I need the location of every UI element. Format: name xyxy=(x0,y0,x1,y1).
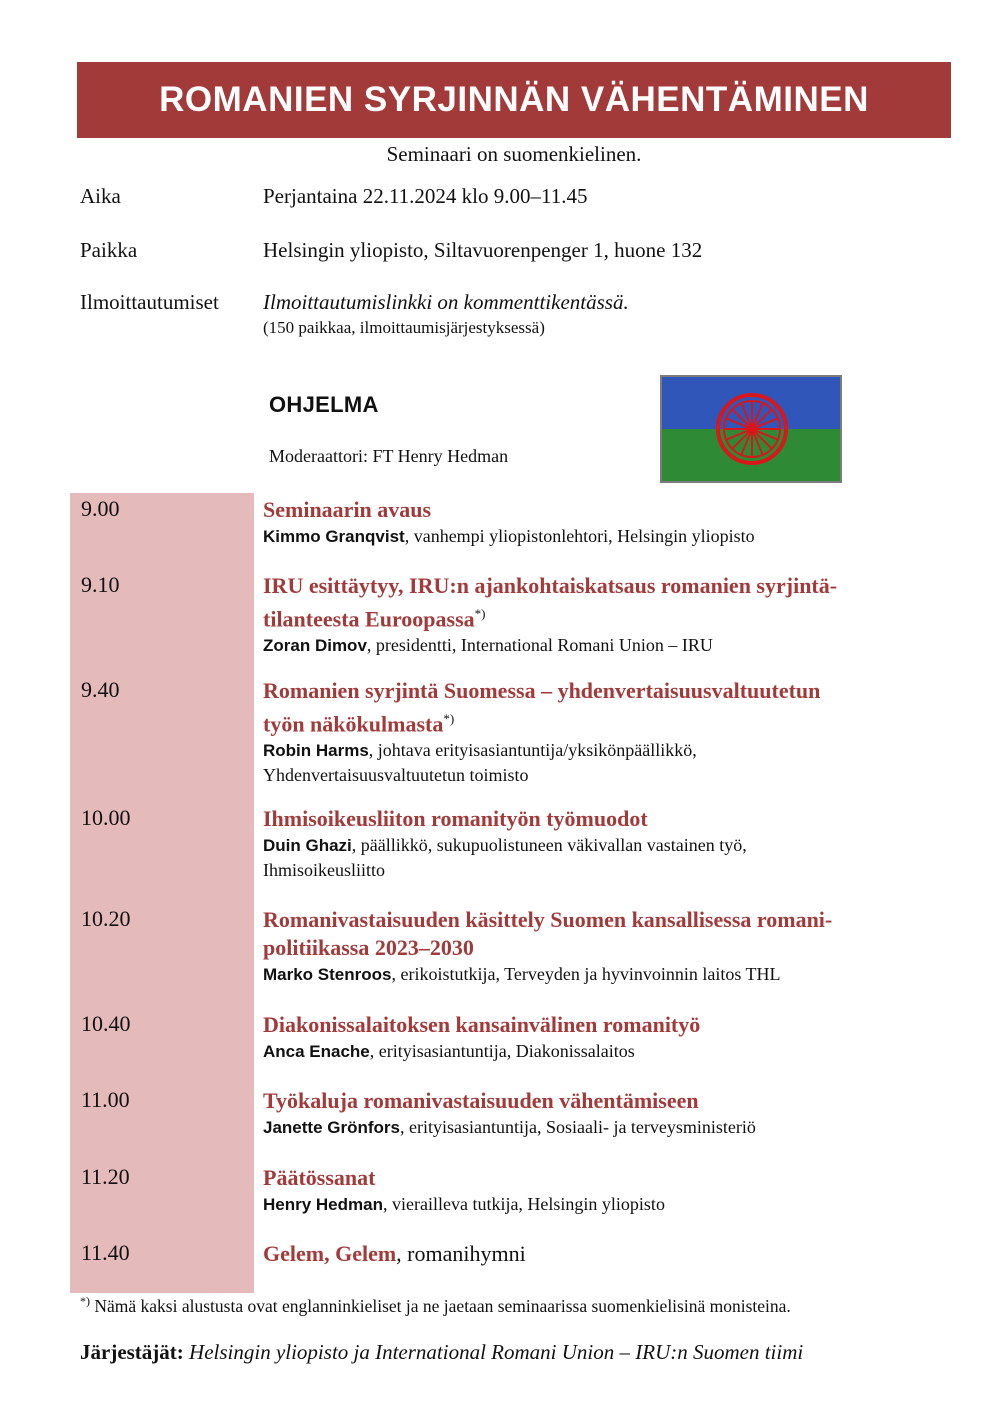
item-time: 9.40 xyxy=(81,677,120,702)
item-title: Seminaarin avaus xyxy=(263,497,432,522)
organizers xyxy=(80,1340,803,1365)
item-title-line1: Romanien syrjintä Suomessa – yhdenvertaisuusvaltuutetun xyxy=(263,678,821,703)
speaker-role: , presidentti, International Romani Union – IRU xyxy=(366,635,713,656)
item-title xyxy=(263,1240,953,1268)
item-time: 11.40 xyxy=(81,1240,130,1265)
speaker-name: Kimmo Granqvist xyxy=(263,527,405,546)
chakra-wheel-icon xyxy=(718,395,786,463)
item-speaker xyxy=(263,833,953,858)
place-label: Paikka xyxy=(80,238,138,262)
item-time: 9.00 xyxy=(81,496,120,521)
item-time: 10.00 xyxy=(81,805,131,830)
item-title: Diakonissalaitoksen kansainvälinen romanityö xyxy=(263,1012,701,1037)
item-time: 9.10 xyxy=(81,572,120,597)
organizers-text: Helsingin yliopisto ja International Romani Union – IRU:n Suomen tiimi xyxy=(183,1340,804,1364)
footnote xyxy=(80,1294,791,1317)
item-speaker xyxy=(263,633,953,658)
registration-label: Ilmoittautumiset xyxy=(80,290,219,314)
organizers-label: Järjestäjät: xyxy=(80,1340,184,1364)
speaker-name: Anca Enache xyxy=(263,1042,370,1061)
speaker-role: , erityisasiantuntija, Diakonissalaitos xyxy=(369,1041,635,1061)
moderator: Moderaattori: FT Henry Hedman xyxy=(269,446,509,466)
speaker-role: , erityisasiantuntija, Sosiaali- ja terveysministeriö xyxy=(399,1117,756,1137)
item-speaker xyxy=(263,1115,953,1140)
speaker-role: , erikoistutkija, Terveyden ja hyvinvoinnin laitos THL xyxy=(391,964,781,984)
item-speaker xyxy=(263,1039,953,1064)
speaker-role: , vierailleva tutkija, Helsingin yliopisto xyxy=(382,1194,665,1214)
speaker-name: Janette Grönfors xyxy=(263,1118,400,1137)
item-title: Ihmisoikeusliiton romanityön työmuodot xyxy=(263,806,648,831)
item-speaker xyxy=(263,738,953,763)
speaker-role: , vanhempi yliopistonlehtori, Helsingin yliopisto xyxy=(404,526,755,546)
footnote-mark: *) xyxy=(80,1294,90,1308)
item-title-line2 xyxy=(263,705,953,738)
speaker-name: Zoran Dimov xyxy=(263,636,367,656)
item-speaker xyxy=(263,524,953,549)
speaker-name: Robin Harms xyxy=(263,741,369,761)
item-time: 11.20 xyxy=(81,1164,130,1189)
language-note: Seminaari on suomenkielinen. xyxy=(386,142,642,166)
item-title: Työkaluja romanivastaisuuden vähentämiseen xyxy=(263,1088,699,1113)
speaker-name: Marko Stenroos xyxy=(263,965,392,984)
item-title-text: tilanteesta Euroopassa xyxy=(263,606,475,632)
speaker-name: Henry Hedman xyxy=(263,1195,383,1214)
item-title: Päätössanat xyxy=(263,1165,376,1190)
speaker-role: , johtava erityisasiantuntija/yksikönpäällikkö, xyxy=(368,740,697,761)
page-title: ROMANIEN SYRJINNÄN VÄHENTÄMINEN xyxy=(159,80,869,119)
item-time: 11.00 xyxy=(81,1087,130,1112)
footnote-mark: *) xyxy=(474,606,486,621)
speaker-role-line2: Yhdenvertaisuusvaltuutetun toimisto xyxy=(263,765,529,786)
item-title-line1: IRU esittäytyy, IRU:n ajankohtaiskatsaus romanien syrjintä- xyxy=(263,573,838,598)
program-heading: OHJELMA xyxy=(269,392,379,417)
item-title-line1: Romanivastaisuuden käsittely Suomen kansallisessa romani- xyxy=(263,907,833,932)
footnote-mark: *) xyxy=(443,711,455,726)
speaker-name: Duin Ghazi xyxy=(263,836,352,855)
item-title-line2 xyxy=(263,600,953,633)
time-value: Perjantaina 22.11.2024 klo 9.00–11.45 xyxy=(263,184,588,208)
item-time: 10.20 xyxy=(81,906,131,931)
footnote-text: Nämä kaksi alustusta ovat englanninkieliset ja ne jaetaan seminaarissa suomenkielisinä monisteina. xyxy=(90,1295,791,1316)
item-title-text: työn näkökulmasta xyxy=(263,711,444,737)
title-banner xyxy=(77,62,951,138)
item-title-suffix: , romanihymni xyxy=(396,1241,526,1266)
speaker-role-line2: Ihmisoikeusliitto xyxy=(263,860,386,880)
item-time: 10.40 xyxy=(81,1011,131,1036)
speaker-role: , päällikkö, sukupuolistuneen väkivallan vastainen työ, xyxy=(351,835,747,855)
time-label: Aika xyxy=(80,184,121,208)
registration-note: (150 paikkaa, ilmoittaumisjärjestyksessä) xyxy=(263,318,545,337)
romani-flag-icon xyxy=(660,375,842,483)
place-value: Helsingin yliopisto, Siltavuorenpenger 1, huone 132 xyxy=(263,238,703,262)
item-speaker xyxy=(263,1192,953,1217)
item-title-line2: politiikassa 2023–2030 xyxy=(263,935,474,960)
registration-value: Ilmoittautumislinkki on kommenttikentässä. xyxy=(263,290,629,314)
item-title-text: Gelem, Gelem xyxy=(263,1241,397,1266)
item-speaker xyxy=(263,962,953,987)
